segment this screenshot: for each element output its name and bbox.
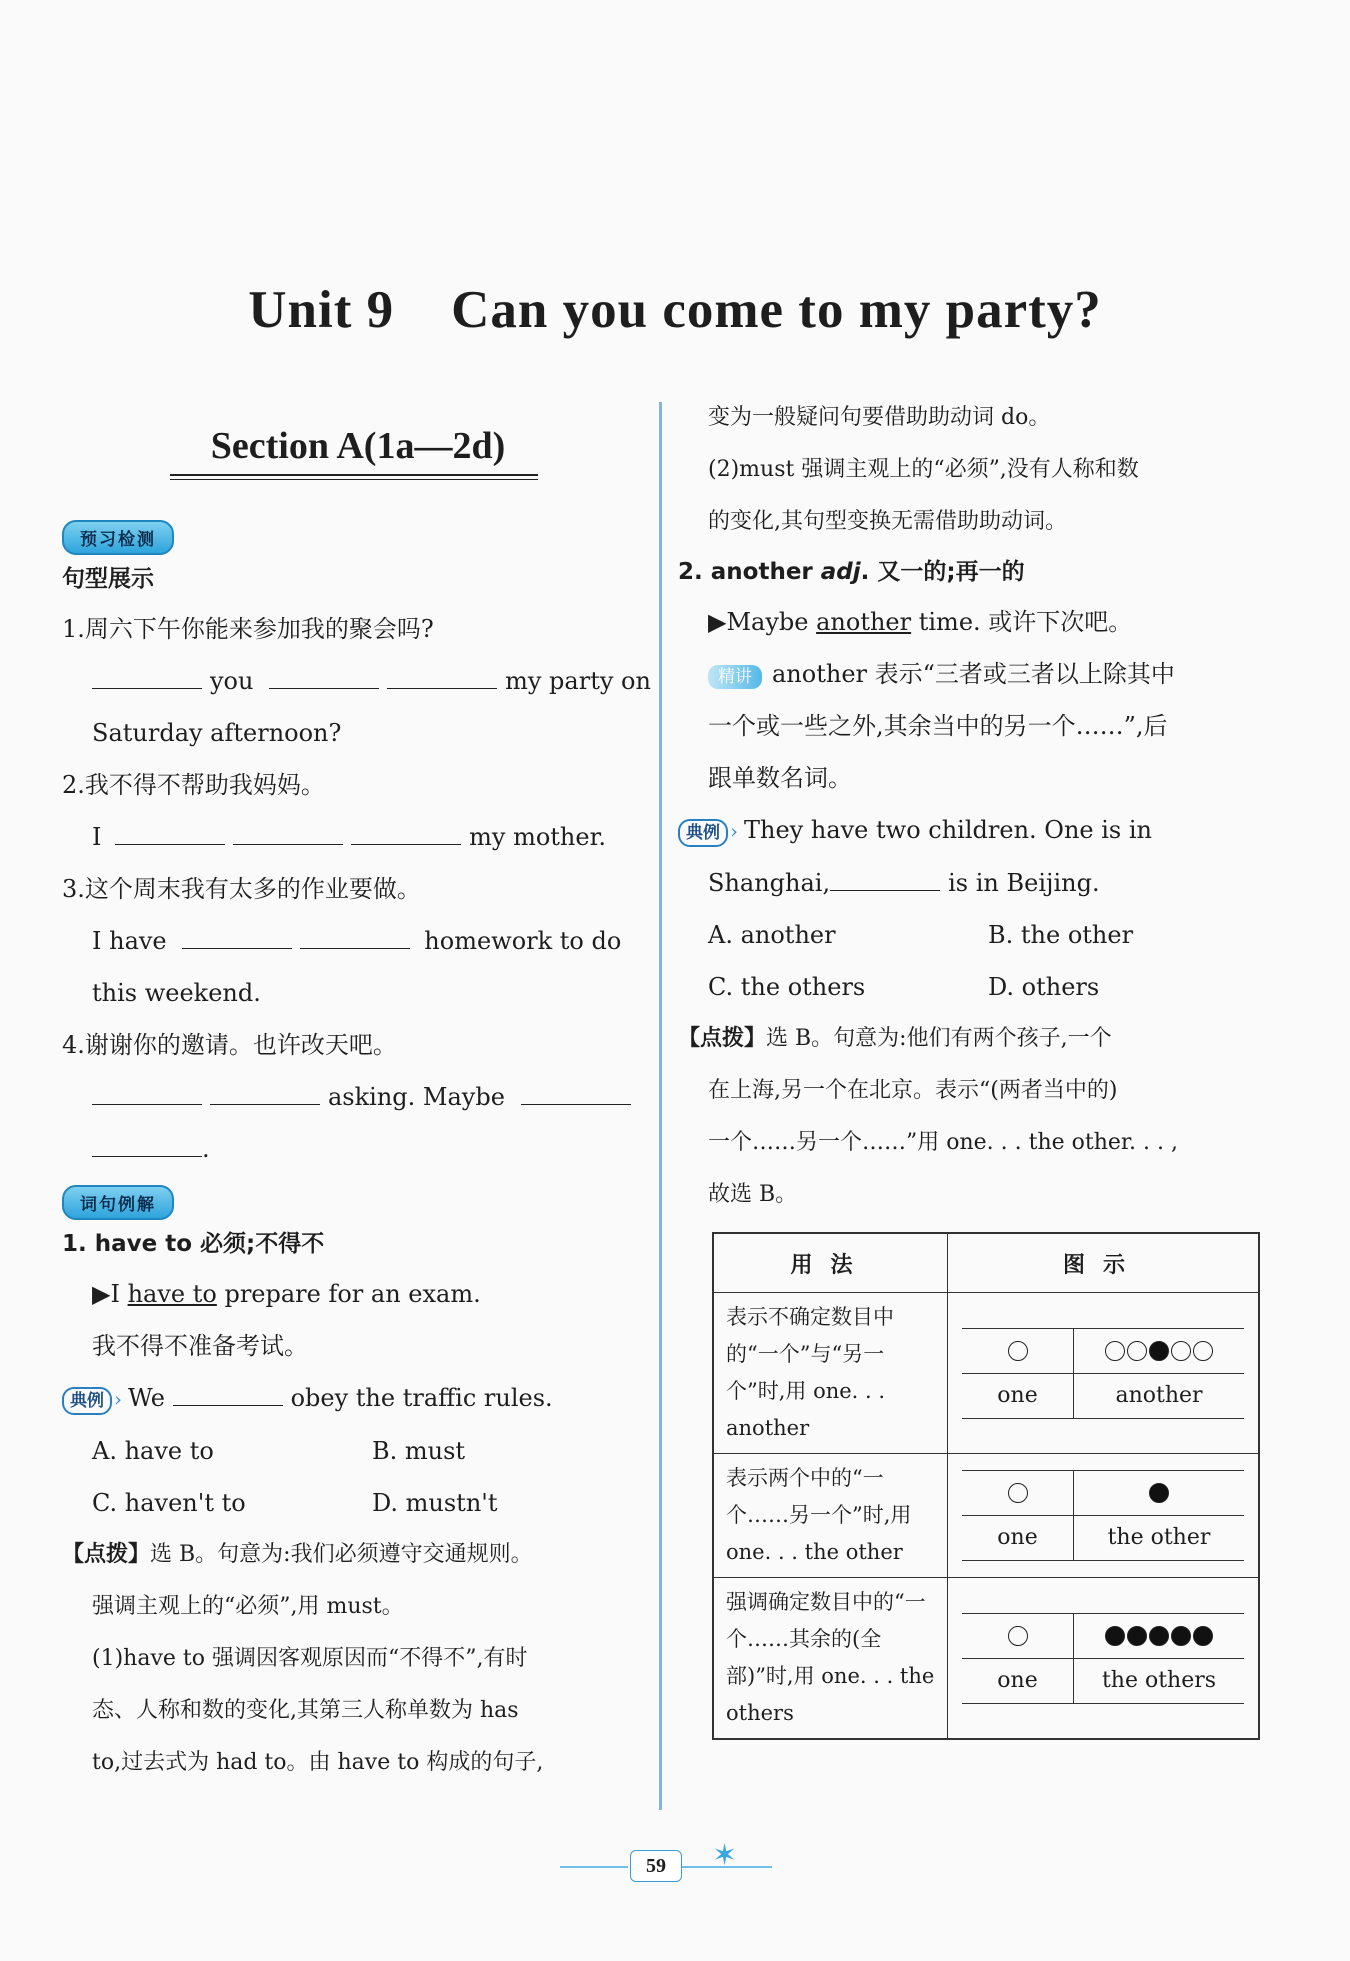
- item1-tip-line: 的变化,其句型变换无需借助助动词。: [708, 509, 1067, 534]
- figure-label: another: [1115, 1382, 1203, 1408]
- example-tag: 典例: [678, 819, 728, 847]
- triangle-arrow-icon: ▶: [92, 1280, 111, 1308]
- usage-description: 表示两个中的“一个……另一个”时,用 one. . . the other: [713, 1454, 948, 1578]
- q2-english: I my mother.: [92, 823, 607, 851]
- answer-blank[interactable]: [269, 668, 379, 689]
- chevron-right-icon: ›: [114, 1387, 122, 1411]
- empty-circle-icon: [1008, 1483, 1028, 1503]
- answer-blank[interactable]: [521, 1084, 631, 1105]
- q4-english-cont: .: [62, 1123, 654, 1175]
- usage-figure: [948, 1293, 1260, 1454]
- column-divider: [659, 402, 662, 1810]
- unit-title: Unit 9 Can you come to my party?: [248, 281, 1102, 339]
- circle-row: [962, 1471, 1074, 1516]
- example-tag: 典例: [62, 1387, 112, 1415]
- option-c[interactable]: C. the others: [708, 973, 866, 1001]
- item2-tip-line: 故选 B。: [708, 1182, 798, 1207]
- item2-explain-line: 一个或一些之外,其余当中的另一个……”,后: [708, 712, 1168, 740]
- left-column: [62, 412, 654, 1789]
- item1-example-cn: 我不得不准备考试。: [92, 1332, 308, 1360]
- tip-label: 【点拨】: [678, 1026, 767, 1051]
- usage-figure: [948, 1454, 1260, 1578]
- option-b[interactable]: B. the other: [988, 921, 1134, 949]
- option-a[interactable]: A. have to: [92, 1437, 214, 1465]
- preview-check-badge: 预习检测: [62, 520, 174, 555]
- item2-explain-line: 跟单数名词。: [708, 764, 852, 792]
- item2-explain: 精讲 another 表示“三者或三者以上除其中: [678, 648, 1268, 700]
- explain-tag: 精讲: [708, 665, 762, 689]
- item2-heading: 2. another adj. 又一的;再一的: [678, 559, 1025, 585]
- item2-question: 典例 › They have two children. One is in: [678, 804, 1268, 857]
- page-number: 59: [630, 1850, 682, 1882]
- circles-group: [1074, 1471, 1244, 1516]
- page-number-decoration: [560, 1866, 628, 1868]
- section-title: Section A(1a—2d): [210, 425, 506, 467]
- q4-chinese: 4.谢谢你的邀请。也许改天吧。: [62, 1031, 397, 1059]
- empty-circle-icon: [1171, 1341, 1191, 1361]
- usage-description: 表示不确定数目中的“一个”与“另一个”时,用 one. . . another: [713, 1293, 948, 1454]
- option-b[interactable]: B. must: [372, 1437, 466, 1465]
- table-row: [713, 1578, 1259, 1740]
- q3-english: I have homework to do: [92, 927, 622, 955]
- empty-circle-icon: [1127, 1341, 1147, 1361]
- usage-figure: [948, 1578, 1260, 1740]
- answer-blank[interactable]: [233, 824, 343, 845]
- q3-english-cont: this weekend.: [92, 979, 261, 1007]
- answer-blank[interactable]: [173, 1385, 283, 1406]
- q4-english: asking. Maybe: [62, 1071, 654, 1123]
- answer-blank[interactable]: [92, 1136, 202, 1157]
- filled-circle-icon: [1127, 1626, 1147, 1646]
- answer-blank[interactable]: [92, 1084, 202, 1105]
- item1-tip-line: (1)have to 强调因客观原因而“不得不”,有时: [92, 1646, 528, 1671]
- usage-description: 强调确定数目中的“一个……其余的(全部)”时,用 one. . . the others: [713, 1578, 948, 1740]
- sentence-heading: 句型展示: [62, 566, 154, 592]
- table-row: [713, 1293, 1259, 1454]
- item2-options-row1: [678, 909, 1268, 961]
- answer-blank[interactable]: [830, 870, 940, 891]
- answer-blank[interactable]: [182, 928, 292, 949]
- table-header-figure: 图示: [948, 1233, 1260, 1293]
- item1-example: ▶I have to prepare for an exam.: [92, 1280, 481, 1308]
- answer-blank[interactable]: [387, 668, 497, 689]
- filled-circle-icon: [1149, 1626, 1169, 1646]
- q2-chinese: 2.我不得不帮助我妈妈。: [62, 771, 325, 799]
- chevron-right-icon: ›: [730, 819, 738, 843]
- answer-blank[interactable]: [92, 668, 202, 689]
- option-a[interactable]: A. another: [708, 921, 836, 949]
- q3-chinese: 3.这个周末我有太多的作业要做。: [62, 875, 421, 903]
- filled-circle-icon: [1149, 1483, 1169, 1503]
- item1-tip-line: 强调主观上的“必须”,用 must。: [92, 1594, 404, 1619]
- item2-options-row2: [678, 961, 1268, 1013]
- item1-tip-line: 变为一般疑问句要借助助动词 do。: [708, 405, 1051, 430]
- item2-example: ▶Maybe another time. 或许下次吧。: [708, 608, 1133, 636]
- option-d[interactable]: D. others: [988, 973, 1100, 1001]
- item1-heading: 1. have to 必须;不得不: [62, 1231, 325, 1257]
- filled-circle-icon: [1105, 1626, 1125, 1646]
- figure-label: one: [962, 1516, 1074, 1560]
- item1-tip-line: to,过去式为 had to。由 have to 构成的句子,: [92, 1750, 544, 1775]
- section-title-rule: [170, 474, 538, 480]
- figure-label: the other: [1107, 1525, 1211, 1550]
- item2-tip: 【点拨】选 B。句意为:他们有两个孩子,一个: [678, 1026, 1112, 1051]
- answer-blank[interactable]: [351, 824, 461, 845]
- option-c[interactable]: C. haven't to: [92, 1489, 246, 1517]
- tip-label: 【点拨】: [62, 1542, 151, 1567]
- palm-tree-icon: ✶: [712, 1838, 738, 1873]
- item1-options-row2: [62, 1477, 654, 1529]
- usage-table: [712, 1232, 1260, 1740]
- empty-circle-icon: [1008, 1626, 1028, 1646]
- circle-row: [962, 1614, 1074, 1659]
- q1-chinese: 1.周六下午你能来参加我的聚会吗?: [62, 615, 434, 643]
- item2-tip-line: 在上海,另一个在北京。表示“(两者当中的): [708, 1078, 1118, 1103]
- option-d[interactable]: D. mustn't: [372, 1489, 498, 1517]
- empty-circle-icon: [1105, 1341, 1125, 1361]
- empty-circle-icon: [1008, 1341, 1028, 1361]
- q1-english-cont: Saturday afternoon?: [92, 719, 342, 747]
- circles-group: [1074, 1614, 1244, 1659]
- item2-tip-line: 一个……另一个……”用 one. . . the other. . . ,: [708, 1130, 1178, 1155]
- item1-tip: 【点拨】选 B。句意为:我们必须遵守交通规则。: [62, 1542, 533, 1567]
- triangle-arrow-icon: ▶: [708, 608, 727, 636]
- filled-circle-icon: [1193, 1626, 1213, 1646]
- right-column: [678, 392, 1268, 1221]
- item1-tip-line: (2)must 强调主观上的“必须”,没有人称和数: [708, 457, 1139, 482]
- item1-tip-line: 态、人称和数的变化,其第三人称单数为 has: [92, 1698, 519, 1723]
- circles-group: [1074, 1329, 1244, 1374]
- table-header-usage: 用法: [713, 1233, 948, 1293]
- words-explained-badge: 词句例解: [62, 1185, 174, 1220]
- answer-blank[interactable]: [115, 824, 225, 845]
- figure-label: one: [962, 1374, 1074, 1418]
- table-row: [713, 1454, 1259, 1578]
- figure-label: the others: [1101, 1667, 1217, 1693]
- figure-label: one: [962, 1659, 1074, 1703]
- answer-blank[interactable]: [300, 928, 410, 949]
- circle-row: [962, 1329, 1074, 1374]
- item2-question-cont: Shanghai, is in Beijing.: [708, 869, 1100, 897]
- filled-circle-icon: [1171, 1626, 1191, 1646]
- item1-options-row1: [62, 1425, 654, 1477]
- filled-circle-icon: [1149, 1341, 1169, 1361]
- q1-english: you my party on: [62, 655, 654, 707]
- empty-circle-icon: [1193, 1341, 1213, 1361]
- answer-blank[interactable]: [210, 1084, 320, 1105]
- item1-question: 典例 › We obey the traffic rules.: [62, 1372, 654, 1425]
